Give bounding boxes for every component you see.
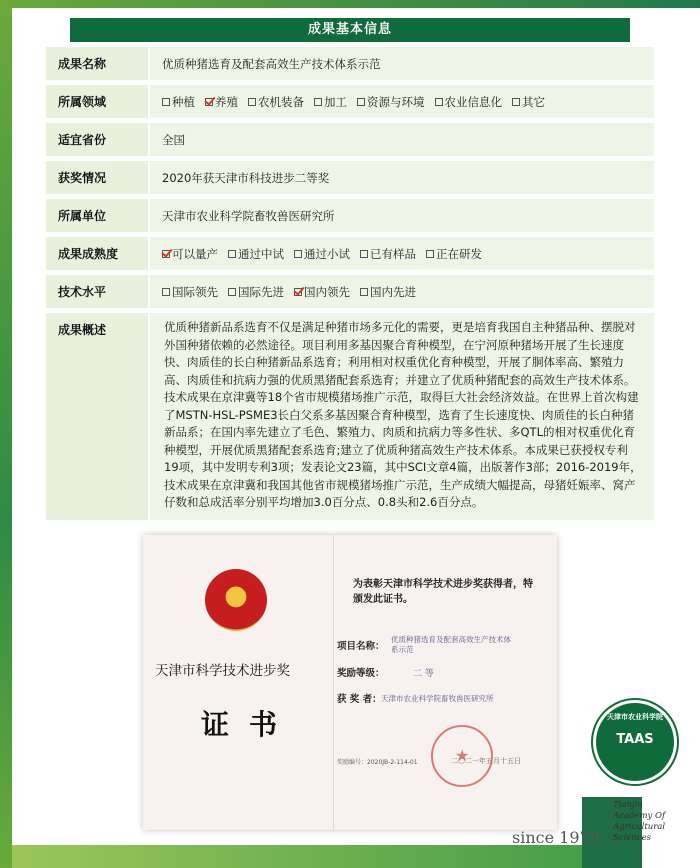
option-label: 可以量产 — [172, 246, 218, 261]
option-pilot-test — [228, 246, 284, 262]
checked-checkbox-icon — [205, 98, 213, 106]
row-value: 优质种猪选育及配套高效生产技术体系示范 — [150, 47, 654, 80]
option-label: 通过中试 — [238, 246, 284, 261]
option-label: 农业信息化 — [444, 94, 502, 109]
option-label: 其它 — [522, 94, 545, 109]
option-developing — [426, 246, 482, 262]
row-maturity — [46, 237, 654, 270]
row-award — [46, 161, 654, 194]
option-domestic-leading — [294, 284, 350, 300]
option-label: 加工 — [324, 94, 347, 109]
checkbox-icon — [314, 98, 322, 106]
row-value: 2020年获天津市科技进步二等奖 — [150, 161, 654, 194]
certificate-intro: 为表彰天津市科学技术进步奖获得者，特颁发此证书。 — [353, 579, 533, 605]
winner-value: 天津市农业科学院畜牧兽医研究所 — [381, 694, 494, 703]
academy-name-en — [613, 800, 683, 844]
row-label: 所属领域 — [46, 85, 148, 118]
row-label: 成果名称 — [46, 47, 148, 80]
certificate-cover — [143, 535, 334, 830]
summary-text: 优质种猪新品系选育不仅是满足种猪市场多元化的需要，更是培育我国自主种猪品种、摆脱对外国种猪依赖的必然途径。项目利用多基因聚合育种模型，在宁河原种猪场开展了生长速度快、肉质佳的长白种猪新品系选育；利用相对权重优化育种模型，开展了胴体率高、繁殖力高、肉质佳和抗病力强的优质黑猪配套系选育；并建立了优质种猪配套的高效生产技术体系。技术成果在京津冀等18个省市规模猪场推广示范，取得巨大社会经济效益。在世界上首次构建了MSTN-HSL-PSME3长白父系多基因聚合育种模型，选育了生长速度快、肉质佳的长白种猪新品系；在国内率先建立了毛色、繁殖力、肉质和抗病力等多性状、多QTL的相对权重优化育种模型，开展优质黑猪配套系选育;建立了优质种猪高效生产技术体系。本成果已获授权专利19项，其中发明专利3项；发表论文23篇，其中SCI文章4篇，出版著作3部；2016-2019年，技术成果在京津冀和我国其他省市规模猪场推广示范，生产成绩大幅提高，母猪妊娠率、窝产仔数和总成活率分别平均增加3.0百分点、0.8头和2.6百分点。 — [150, 313, 654, 520]
top-accent-bar — [0, 0, 700, 8]
option-mass-production — [162, 246, 218, 262]
option-small-test — [294, 246, 350, 262]
certificate-number: 奖励编号：2020JB-2-114-01 — [337, 759, 418, 766]
checkbox-icon — [426, 250, 434, 258]
field-options — [150, 85, 654, 118]
option-label: 资源与环境 — [367, 94, 425, 109]
option-other — [512, 94, 545, 110]
checkbox-icon — [228, 288, 236, 296]
grade-value: 二 等 — [413, 669, 434, 679]
option-intl-leading — [162, 284, 218, 300]
option-breeding — [205, 94, 238, 110]
checkbox-icon — [162, 288, 170, 296]
row-level — [46, 275, 654, 308]
row-label: 技术水平 — [46, 275, 148, 308]
checkbox-icon — [435, 98, 443, 106]
option-sample — [360, 246, 416, 262]
row-field — [46, 85, 654, 118]
level-options — [150, 275, 654, 308]
option-environment — [357, 94, 425, 110]
option-label: 国际先进 — [238, 284, 284, 299]
option-label: 种植 — [172, 94, 195, 109]
certificate-title: 天津市科学技术进步奖 — [155, 663, 290, 679]
certificate-inner-page — [333, 535, 557, 830]
row-summary — [46, 313, 654, 520]
option-label: 通过小试 — [304, 246, 350, 261]
row-label: 所属单位 — [46, 199, 148, 232]
row-province — [46, 123, 654, 156]
option-machinery — [248, 94, 304, 110]
checkbox-icon — [512, 98, 520, 106]
option-label: 国内领先 — [304, 284, 350, 299]
row-label: 成果概述 — [46, 313, 148, 520]
academy-line: Tianjin — [613, 800, 643, 810]
national-emblem-icon — [205, 569, 267, 631]
project-value: 优质种猪选育及配套高效生产技术体系示范 — [391, 635, 511, 654]
option-planting — [162, 94, 195, 110]
academy-logo — [596, 703, 674, 781]
checkbox-icon — [360, 250, 368, 258]
option-label: 正在研发 — [436, 246, 482, 261]
option-label: 国际领先 — [172, 284, 218, 299]
academy-line: Agricultural — [613, 822, 666, 832]
checkbox-icon — [228, 250, 236, 258]
checkbox-icon — [360, 288, 368, 296]
option-processing — [314, 94, 347, 110]
option-label: 已有样品 — [370, 246, 416, 261]
since-year: since 1979 — [512, 828, 600, 847]
row-label: 获奖情况 — [46, 161, 148, 194]
footer-green-band — [12, 845, 642, 868]
certificate-big-title: 证书 — [201, 708, 298, 741]
row-label: 适宜省份 — [46, 123, 148, 156]
award-certificate-image — [143, 535, 557, 830]
academy-line: Academy Of — [613, 811, 666, 821]
checkbox-icon — [357, 98, 365, 106]
checkbox-icon — [248, 98, 256, 106]
option-label: 国内先进 — [370, 284, 416, 299]
option-label: 农机装备 — [258, 94, 304, 109]
section-title: 成果基本信息 — [70, 18, 630, 42]
academy-line: Sciences — [613, 833, 651, 843]
grade-label: 奖励等级： — [337, 668, 385, 679]
left-accent-bar — [0, 8, 12, 868]
winner-label: 获 奖 者： — [337, 694, 382, 705]
checked-checkbox-icon — [294, 288, 302, 296]
row-label: 成果成熟度 — [46, 237, 148, 270]
row-unit — [46, 199, 654, 232]
option-intl-advanced — [228, 284, 284, 300]
certificate-date: 二〇二一年五月十五日 — [451, 757, 521, 765]
maturity-options — [150, 237, 654, 270]
logo-mark-text: TAAS — [616, 732, 654, 747]
checkbox-icon — [162, 98, 170, 106]
checked-checkbox-icon — [162, 250, 170, 258]
project-label: 项目名称： — [337, 641, 385, 652]
option-label: 养殖 — [215, 94, 238, 109]
row-value: 天津市农业科学院畜牧兽医研究所 — [150, 199, 654, 232]
row-name — [46, 47, 654, 80]
option-informatization — [435, 94, 503, 110]
row-value: 全国 — [150, 123, 654, 156]
option-domestic-advanced — [360, 284, 416, 300]
info-table — [46, 47, 654, 525]
checkbox-icon — [294, 250, 302, 258]
logo-arc-text: 天津市农业科学院 — [607, 713, 663, 721]
